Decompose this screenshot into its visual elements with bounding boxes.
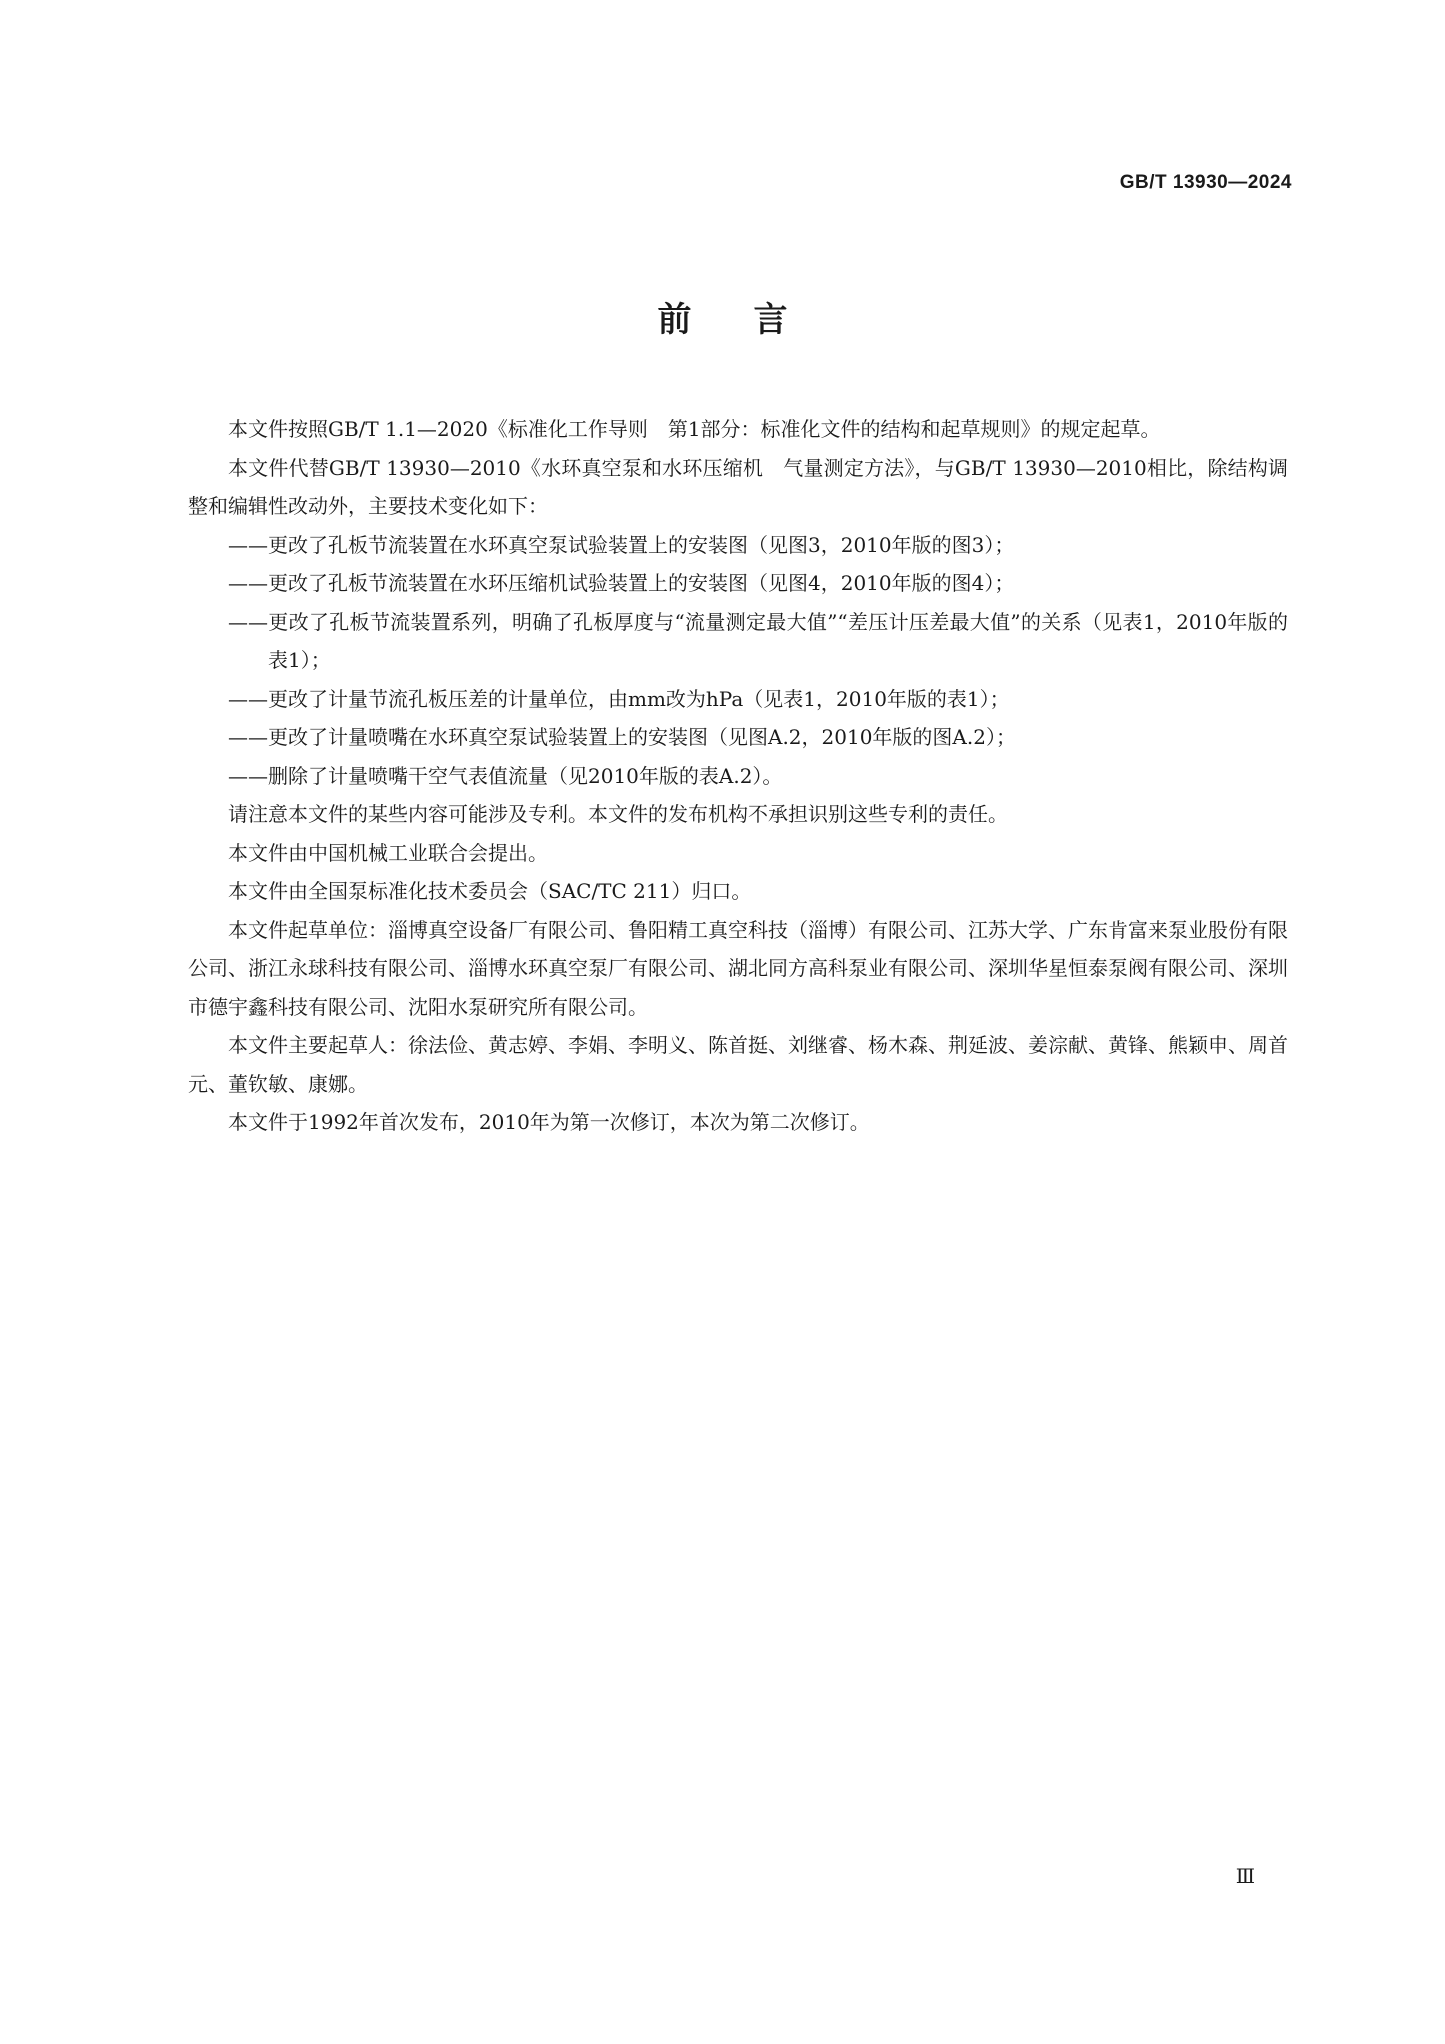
paragraph-replacement: 本文件代替GB/T 13930—2010《水环真空泵和水环压缩机 气量测定方法》，与GB/T 13930—2010相比，除结构调整和编辑性改动外，主要技术变化如下： bbox=[188, 455, 1288, 518]
standard-code: GB/T 13930—2024 bbox=[1119, 172, 1292, 193]
change-item: ——更改了孔板节流装置在水环真空泵试验装置上的安装图（见图3，2010年版的图3）； bbox=[228, 532, 1015, 557]
change-item: ——删除了计量喷嘴干空气表值流量（见2010年版的表A.2）。 bbox=[228, 763, 783, 788]
paragraph-history: 本文件于1992年首次发布，2010年为第一次修订，本次为第二次修订。 bbox=[228, 1110, 870, 1134]
paragraph-drafting-units: 本文件起草单位：淄博真空设备厂有限公司、鲁阳精工真空科技（淄博）有限公司、江苏大学、广东肯富来泵业股份有限公司、浙江永球科技有限公司、淄博水环真空泵厂有限公司、湖北同方高科泵业有限公司、深圳华星恒泰泵阀有限公司、深圳市德宇鑫科技有限公司、沈阳水泵研究所有限公司。 bbox=[188, 917, 1288, 1019]
paragraph-proposer: 本文件由中国机械工业联合会提出。 bbox=[228, 840, 548, 865]
page-number: Ⅲ bbox=[1235, 1866, 1255, 1888]
foreword-body bbox=[188, 410, 1288, 1142]
paragraph-patent-notice: 请注意本文件的某些内容可能涉及专利。本文件的发布机构不承担识别这些专利的责任。 bbox=[228, 802, 1008, 826]
change-item: ——更改了孔板节流装置系列，明确了孔板厚度与“流量测定最大值”“差压计压差最大值”的关系（见表1，2010年版的表1）； bbox=[228, 609, 1288, 672]
change-item: ——更改了计量喷嘴在水环真空泵试验装置上的安装图（见图A.2，2010年版的图A.2）； bbox=[228, 725, 1016, 749]
change-item: ——更改了计量节流孔板压差的计量单位，由mm改为hPa（见表1，2010年版的表1）； bbox=[228, 686, 1010, 711]
paragraph-committee: 本文件由全国泵标准化技术委员会（SAC/TC 211）归口。 bbox=[228, 879, 752, 903]
page-title: 前言 bbox=[657, 300, 850, 340]
paragraph-drafters: 本文件主要起草人：徐法俭、黄志婷、李娟、李明义、陈首挺、刘继睿、杨木森、荆延波、姜淙献、黄锋、熊颖申、周首元、董钦敏、康娜。 bbox=[188, 1033, 1288, 1096]
change-item: ——更改了孔板节流装置在水环压缩机试验装置上的安装图（见图4，2010年版的图4）； bbox=[228, 571, 1015, 595]
paragraph-drafting-rules: 本文件按照GB/T 1.1—2020《标准化工作导则 第1部分：标准化文件的结构和起草规则》的规定起草。 bbox=[228, 417, 1161, 441]
